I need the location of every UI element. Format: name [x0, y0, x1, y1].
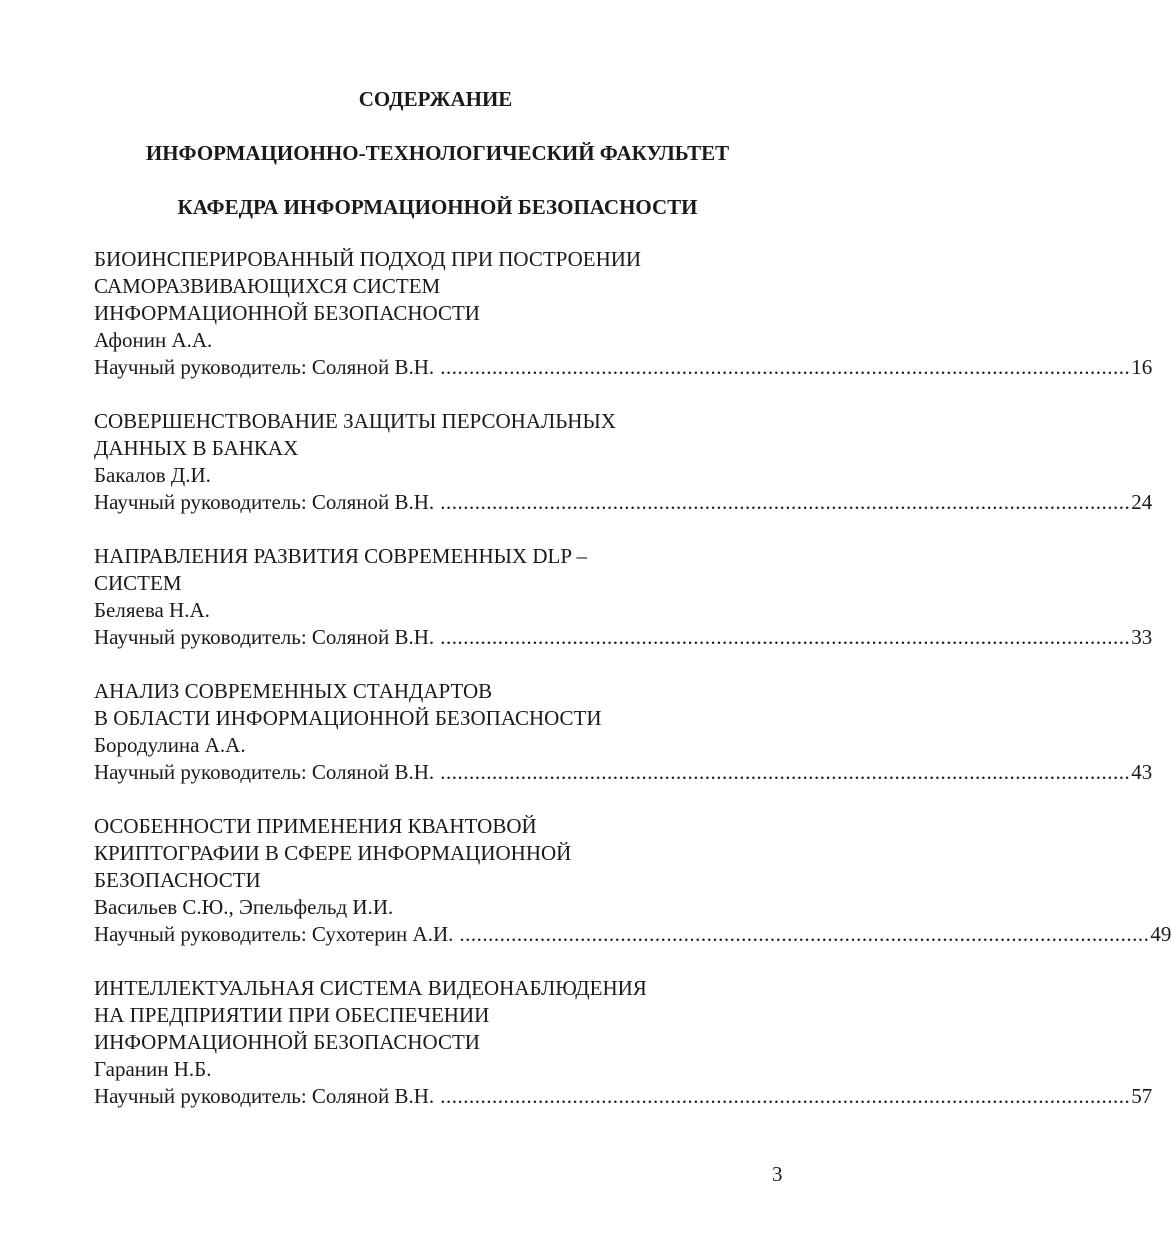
entry-title-line: АНАЛИЗ СОВРЕМЕННЫХ СТАНДАРТОВ — [94, 679, 493, 703]
page-number: 3 — [772, 1162, 783, 1186]
entry-supervisor-line — [94, 1083, 1153, 1110]
dot-leader: ........................................................................................................................ — [440, 1084, 1131, 1108]
entry-page-number: 16 — [1131, 355, 1153, 379]
toc-entry — [94, 246, 1153, 381]
dot-leader: ........................................................................................................................ — [459, 922, 1150, 946]
entry-supervisor: Научный руководитель: Соляной В.Н. — [94, 760, 435, 784]
dot-leader: ........................................................................................................................ — [440, 760, 1131, 784]
dot-leader: ........................................................................................................................ — [440, 490, 1131, 514]
toc-entry-list — [94, 246, 1171, 1137]
entry-title-line: НАПРАВЛЕНИЯ РАЗВИТИЯ СОВРЕМЕННЫХ DLP – — [94, 544, 587, 568]
entry-supervisor-line — [94, 489, 1153, 516]
entry-supervisor-line — [94, 921, 1171, 948]
entry-supervisor: Научный руководитель: Соляной В.Н. — [94, 625, 435, 649]
entry-title-line: ДАННЫХ В БАНКАХ — [94, 436, 299, 460]
entry-supervisor-line — [94, 354, 1153, 381]
entry-page-number: 49 — [1150, 922, 1171, 946]
entry-title-line: БИОИНСПЕРИРОВАННЫЙ ПОДХОД ПРИ ПОСТРОЕНИИ — [94, 247, 642, 271]
entry-supervisor: Научный руководитель: Соляной В.Н. — [94, 355, 435, 379]
toc-entry — [94, 678, 1153, 786]
entry-supervisor-line — [94, 624, 1153, 651]
faculty-heading: ИНФОРМАЦИОННО-ТЕХНОЛОГИЧЕСКИЙ ФАКУЛЬТЕТ — [145, 141, 730, 165]
entry-author: Гаранин Н.Б. — [94, 1057, 212, 1081]
entry-title-line: ОСОБЕННОСТИ ПРИМЕНЕНИЯ КВАНТОВОЙ — [94, 814, 537, 838]
entry-title-line: ИНФОРМАЦИОННОЙ БЕЗОПАСНОСТИ — [94, 1030, 480, 1054]
entry-author: Васильев С.Ю., Эпельфельд И.И. — [94, 895, 394, 919]
entry-page-number: 33 — [1131, 625, 1153, 649]
toc-entry — [94, 813, 1171, 948]
department-heading: КАФЕДРА ИНФОРМАЦИОННОЙ БЕЗОПАСНОСТИ — [177, 195, 698, 219]
entry-title-line: ИНТЕЛЛЕКТУАЛЬНАЯ СИСТЕМА ВИДЕОНАБЛЮДЕНИЯ — [94, 976, 647, 1000]
entry-title-line: НА ПРЕДПРИЯТИИ ПРИ ОБЕСПЕЧЕНИИ — [94, 1003, 490, 1027]
toc-entry — [94, 543, 1153, 651]
entry-title-line: КРИПТОГРАФИИ В СФЕРЕ ИНФОРМАЦИОННОЙ — [94, 841, 572, 865]
entry-author: Афонин А.А. — [94, 328, 213, 352]
entry-title-line: ИНФОРМАЦИОННОЙ БЕЗОПАСНОСТИ — [94, 301, 480, 325]
entry-title-line: СИСТЕМ — [94, 571, 182, 595]
entry-page-number: 24 — [1131, 490, 1153, 514]
entry-author: Бородулина А.А. — [94, 733, 246, 757]
entry-author: Бакалов Д.И. — [94, 463, 211, 487]
entry-supervisor: Научный руководитель: Соляной В.Н. — [94, 1084, 435, 1108]
entry-supervisor-line — [94, 759, 1153, 786]
entry-supervisor: Научный руководитель: Сухотерин А.И. — [94, 922, 454, 946]
entry-title-line: СОВЕРШЕНСТВОВАНИЕ ЗАЩИТЫ ПЕРСОНАЛЬНЫХ — [94, 409, 616, 433]
toc-entry — [94, 408, 1153, 516]
entry-page-number: 57 — [1131, 1084, 1153, 1108]
dot-leader: ........................................................................................................................ — [440, 625, 1131, 649]
dot-leader: ........................................................................................................................ — [440, 355, 1131, 379]
entry-title-line: В ОБЛАСТИ ИНФОРМАЦИОННОЙ БЕЗОПАСНОСТИ — [94, 706, 602, 730]
entry-page-number: 43 — [1131, 760, 1153, 784]
entry-author: Беляева Н.А. — [94, 598, 210, 622]
toc-entry — [94, 975, 1153, 1110]
entry-title-line: БЕЗОПАСНОСТИ — [94, 868, 261, 892]
contents-heading: СОДЕРЖАНИЕ — [358, 87, 513, 111]
entry-title-line: САМОРАЗВИВАЮЩИХСЯ СИСТЕМ — [94, 274, 441, 298]
entry-supervisor: Научный руководитель: Соляной В.Н. — [94, 490, 435, 514]
